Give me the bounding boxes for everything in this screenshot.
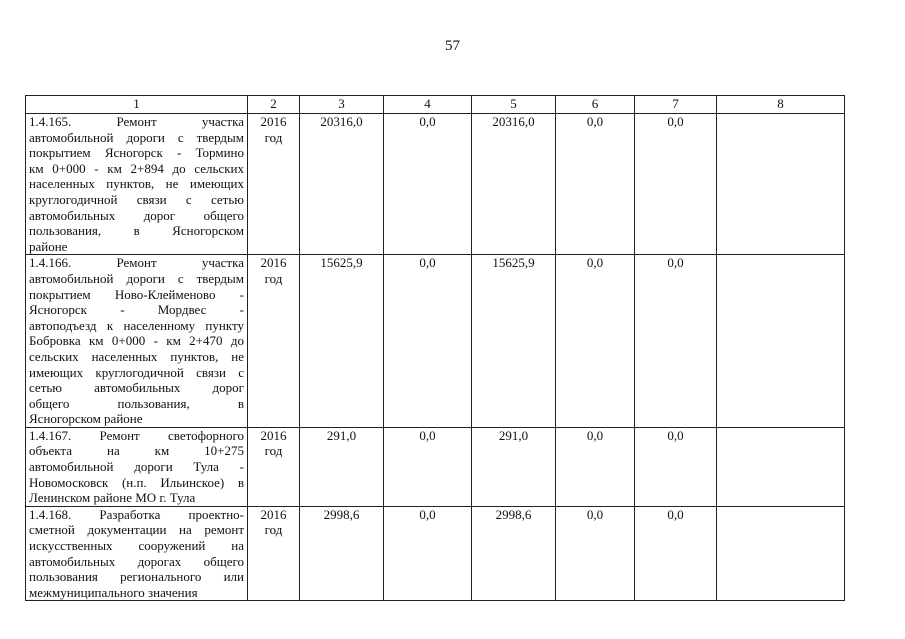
row-value-c3: 2998,6 <box>300 506 384 601</box>
row-description <box>26 114 248 255</box>
row-description <box>26 506 248 601</box>
description-line: сметной документации на ремонт <box>29 522 244 538</box>
row-value-c5: 2998,6 <box>472 506 556 601</box>
description-line: Бобровка км 0+000 - км 2+470 до <box>29 333 244 349</box>
row-description <box>26 255 248 428</box>
description-line: имеющих круглогодичной связи с <box>29 364 244 380</box>
page-number: 57 <box>445 38 460 54</box>
row-year: 2016 год <box>248 427 300 506</box>
row-value-c4: 0,0 <box>384 427 472 506</box>
description-line: пользования, в Ясногорском <box>29 223 244 239</box>
row-value-c7: 0,0 <box>635 427 717 506</box>
description-line: объекта на км 10+275 <box>29 443 244 459</box>
description-line: искусственных сооружений на <box>29 538 244 554</box>
row-notes <box>717 506 845 601</box>
row-value-c6: 0,0 <box>556 506 635 601</box>
description-line: покрытием Ново-Клейменово - <box>29 286 244 302</box>
row-value-c5: 15625,9 <box>472 255 556 428</box>
row-year: 2016 год <box>248 114 300 255</box>
description-line: сетью автомобильных дорог <box>29 380 244 396</box>
row-value-c5: 20316,0 <box>472 114 556 255</box>
row-value-c7: 0,0 <box>635 506 717 601</box>
column-header: 1 <box>26 96 248 114</box>
table-row <box>26 114 845 255</box>
description-line: 1.4.165. Ремонт участка <box>29 114 244 129</box>
description-line: Ленинском районе МО г. Тула <box>29 490 196 506</box>
column-header: 3 <box>300 96 384 114</box>
table-row <box>26 506 845 601</box>
column-header: 7 <box>635 96 717 114</box>
column-header: 8 <box>717 96 845 114</box>
row-value-c6: 0,0 <box>556 255 635 428</box>
row-year: 2016 год <box>248 506 300 601</box>
description-line: пользования регионального или <box>29 569 244 585</box>
row-value-c7: 0,0 <box>635 114 717 255</box>
row-value-c6: 0,0 <box>556 114 635 255</box>
column-header: 5 <box>472 96 556 114</box>
description-line: круглогодичной связи с сетью <box>29 191 244 207</box>
description-line: автомобильной дороги Тула - <box>29 459 244 475</box>
description-line: 1.4.168. Разработка проектно- <box>29 506 244 522</box>
description-line: автомобильной дороги с твердым <box>29 270 244 286</box>
table-body <box>26 114 845 601</box>
budget-table <box>25 95 845 601</box>
column-header: 6 <box>556 96 635 114</box>
row-value-c4: 0,0 <box>384 114 472 255</box>
row-description <box>26 427 248 506</box>
row-notes <box>717 255 845 428</box>
description-line: Новомосковск (н.п. Ильинское) в <box>29 474 244 490</box>
column-header: 2 <box>248 96 300 114</box>
row-value-c4: 0,0 <box>384 506 472 601</box>
description-line: районе <box>29 238 68 254</box>
row-value-c6: 0,0 <box>556 427 635 506</box>
description-line: Ясногорск - Мордвес - <box>29 302 244 318</box>
row-value-c4: 0,0 <box>384 255 472 428</box>
table-row <box>26 255 845 428</box>
description-line: 1.4.167. Ремонт светофорного <box>29 427 244 443</box>
table-row <box>26 427 845 506</box>
description-line: км 0+000 - км 2+894 до сельских <box>29 160 244 176</box>
description-line: автоподъезд к населенному пункту <box>29 317 244 333</box>
row-notes <box>717 114 845 255</box>
row-value-c3: 15625,9 <box>300 255 384 428</box>
column-header: 4 <box>384 96 472 114</box>
description-line: населенных пунктов, не имеющих <box>29 176 244 192</box>
description-line: автомобильных дорогах общего <box>29 553 244 569</box>
row-value-c3: 291,0 <box>300 427 384 506</box>
description-line: автомобильной дороги с твердым <box>29 129 244 145</box>
description-line: 1.4.166. Ремонт участка <box>29 255 244 271</box>
description-line: Ясногорском районе <box>29 411 143 427</box>
description-line: покрытием Ясногорск - Тормино <box>29 145 244 161</box>
row-value-c5: 291,0 <box>472 427 556 506</box>
row-value-c7: 0,0 <box>635 255 717 428</box>
row-value-c3: 20316,0 <box>300 114 384 255</box>
row-year: 2016 год <box>248 255 300 428</box>
description-line: автомобильных дорог общего <box>29 207 244 223</box>
header-row <box>26 96 845 114</box>
row-notes <box>717 427 845 506</box>
description-line: межмуниципального значения <box>29 584 198 600</box>
description-line: общего пользования, в <box>29 395 244 411</box>
description-line: сельских населенных пунктов, не <box>29 348 244 364</box>
